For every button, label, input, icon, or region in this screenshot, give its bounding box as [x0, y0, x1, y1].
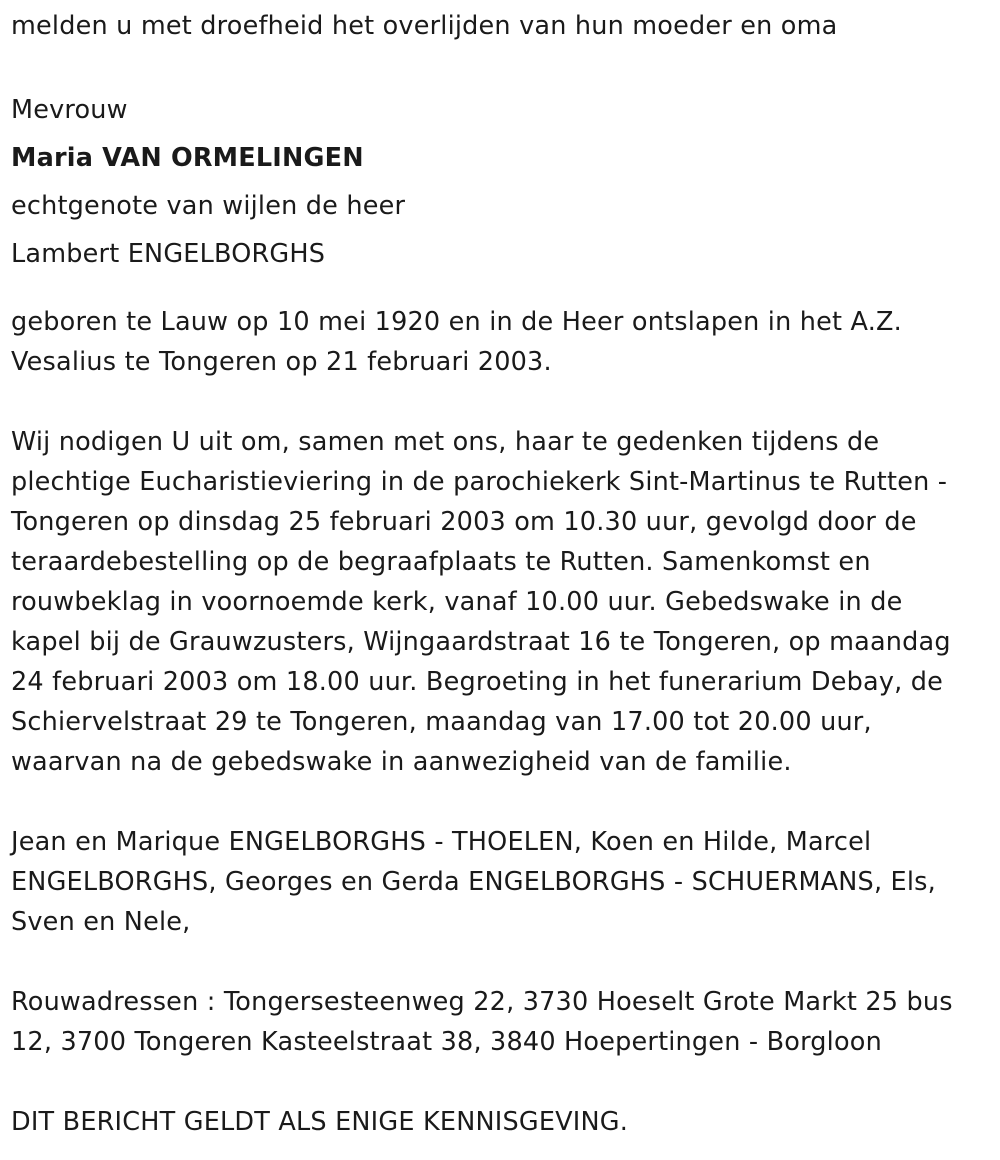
- paragraph-line: Wij nodigen U uit om, samen met ons, haar te gedenken tijdens de: [11, 427, 880, 457]
- obituary-notice: [11, 6, 991, 1142]
- paragraph-line: geboren te Lauw op 10 mei 1920 en in de Heer ontslapen in het A.Z.: [11, 307, 902, 337]
- spacer: [11, 942, 991, 982]
- deceased-name: Maria VAN ORMELINGEN: [11, 143, 364, 173]
- paragraph-line: Sven en Nele,: [11, 907, 191, 937]
- paragraph-line: plechtige Eucharistieviering in de parochiekerk Sint-Martinus te Rutten -: [11, 467, 948, 497]
- paragraph-line: 12, 3700 Tongeren Kasteelstraat 38, 3840 Hoepertingen - Borgloon: [11, 1027, 882, 1057]
- paragraph-line: kapel bij de Grauwzusters, Wijngaardstraat 16 te Tongeren, op maandag: [11, 627, 951, 657]
- birth-death-paragraph: [11, 302, 991, 382]
- spouse-name: Lambert ENGELBORGHS: [11, 239, 326, 269]
- paragraph-line: Schiervelstraat 29 te Tongeren, maandag van 17.00 tot 20.00 uur,: [11, 707, 872, 737]
- paragraph-line: ENGELBORGHS, Georges en Gerda ENGELBORGHS - SCHUERMANS, Els,: [11, 867, 936, 897]
- paragraph-line: Tongeren op dinsdag 25 februari 2003 om 10.30 uur, gevolgd door de: [11, 507, 917, 537]
- paragraph-line: Jean en Marique ENGELBORGHS - THOELEN, Koen en Hilde, Marcel: [11, 827, 872, 857]
- spacer: [11, 278, 991, 302]
- paragraph-line: Vesalius te Tongeren op 21 februari 2003.: [11, 347, 552, 377]
- paragraph-line: waarvan na de gebedswake in aanwezigheid van de familie.: [11, 747, 792, 777]
- paragraph-line: rouwbeklag in voornoemde kerk, vanaf 10.00 uur. Gebedswake in de: [11, 587, 903, 617]
- closing-statement: DIT BERICHT GELDT ALS ENIGE KENNISGEVING.: [11, 1107, 629, 1137]
- spacer: [11, 1062, 991, 1102]
- intro-text: melden u met droefheid het overlijden van hun moeder en oma: [11, 11, 838, 41]
- spacer: [11, 46, 991, 86]
- relation-text: echtgenote van wijlen de heer: [11, 191, 406, 221]
- address-paragraph: [11, 982, 991, 1062]
- paragraph-line: 24 februari 2003 om 18.00 uur. Begroeting in het funerarium Debay, de: [11, 667, 943, 697]
- paragraph-line: teraardebestelling op de begraafplaats te Rutten. Samenkomst en: [11, 547, 871, 577]
- paragraph-line: Rouwadressen : Tongersesteenweg 22, 3730 Hoeselt Grote Markt 25 bus: [11, 987, 953, 1017]
- honorific: Mevrouw: [11, 95, 128, 125]
- family-paragraph: [11, 822, 991, 942]
- spacer: [11, 782, 991, 822]
- ceremony-paragraph: [11, 422, 991, 782]
- spacer: [11, 382, 991, 422]
